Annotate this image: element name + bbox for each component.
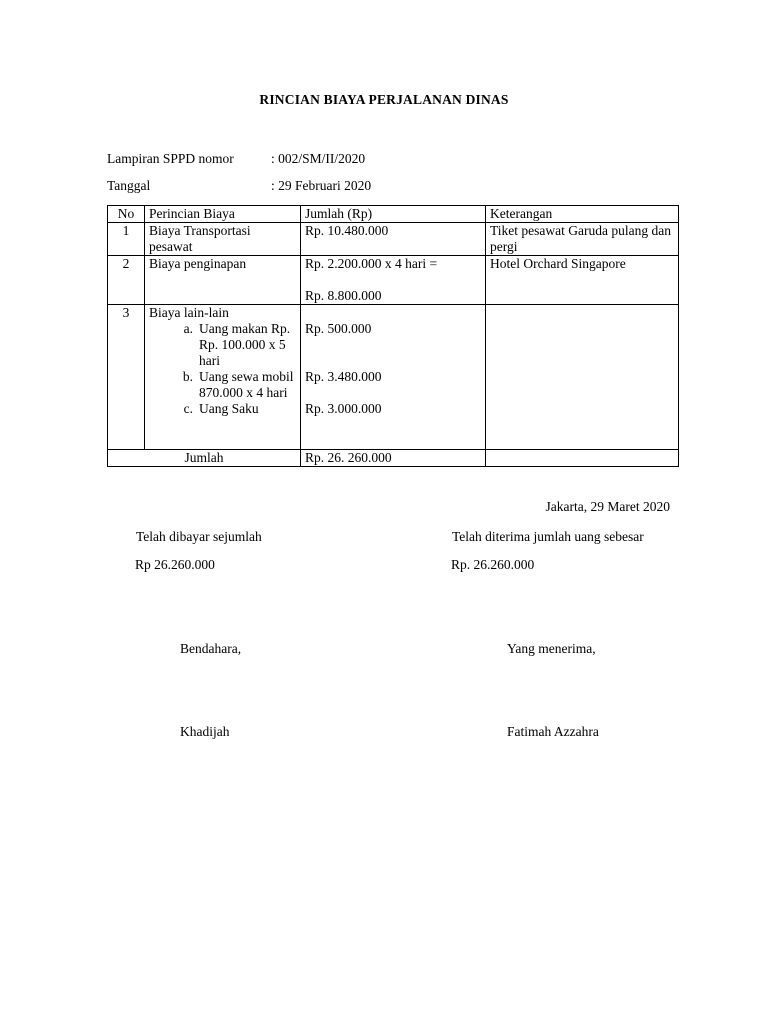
cost-table: [107, 205, 679, 467]
row-keterangan: [486, 305, 679, 450]
paid-amount: Rp 26.260.000: [135, 557, 215, 572]
table-header-row: [108, 206, 679, 223]
total-label: Jumlah: [108, 450, 301, 467]
row-jumlah: Rp. 10.480.000: [301, 223, 486, 256]
header-jumlah: Jumlah (Rp): [301, 206, 486, 223]
item-amount: Rp. 500.000: [305, 321, 372, 336]
list-item: [149, 321, 296, 369]
document-title: RINCIAN BIAYA PERJALANAN DINAS: [259, 92, 509, 107]
row-jumlah: [301, 256, 486, 305]
treasurer-name: Khadijah: [180, 724, 230, 739]
total-row: [108, 450, 679, 467]
row-no: 2: [108, 256, 145, 305]
list-item-text: Uang sewa mobil 870.000 x 4 hari: [199, 369, 294, 400]
received-label: Telah diterima jumlah uang sebesar: [452, 529, 644, 544]
paid-label: Telah dibayar sejumlah: [136, 529, 262, 544]
jumlah-result: Rp. 8.800.000: [305, 288, 382, 303]
total-keterangan: [486, 450, 679, 467]
item-amount: Rp. 3.480.000: [305, 369, 382, 384]
place-date: Jakarta, 29 Maret 2020: [545, 499, 670, 514]
treasurer-role: Bendahara,: [180, 641, 242, 656]
row-no: 3: [108, 305, 145, 450]
header-keterangan: Keterangan: [486, 206, 679, 223]
table-row: [108, 305, 679, 450]
table-row: [108, 223, 679, 256]
list-item-text: Uang makan Rp. Rp. 100.000 x 5 hari: [199, 321, 291, 368]
row-keterangan: Hotel Orchard Singapore: [486, 256, 679, 305]
row-jumlah: [301, 305, 486, 450]
sppd-value: : 002/SM/II/2020: [271, 151, 366, 166]
received-amount: Rp. 26.260.000: [451, 557, 535, 572]
tanggal-label: Tanggal: [107, 178, 151, 193]
item-amount: Rp. 3.000.000: [305, 401, 382, 416]
list-item-label: c.: [183, 401, 193, 416]
list-item-label: b.: [182, 369, 193, 384]
list-item: [149, 369, 296, 401]
row-perincian: Biaya penginapan: [145, 256, 301, 305]
recipient-role: Yang menerima,: [507, 641, 596, 656]
sppd-label: Lampiran SPPD nomor: [107, 151, 234, 166]
header-no: No: [108, 206, 145, 223]
table-row: [108, 256, 679, 305]
total-value: Rp. 26. 260.000: [301, 450, 486, 467]
recipient-name: Fatimah Azzahra: [507, 724, 599, 739]
row-perincian: Biaya Transportasi pesawat: [145, 223, 301, 256]
jumlah-calculation: Rp. 2.200.000 x 4 hari =: [305, 256, 438, 271]
row-keterangan: Tiket pesawat Garuda pulang dan pergi: [486, 223, 679, 256]
list-item-text: Uang Saku: [199, 401, 259, 416]
perincian-heading: Biaya lain-lain: [149, 305, 229, 320]
row-perincian: [145, 305, 301, 450]
tanggal-value: : 29 Februari 2020: [271, 178, 372, 193]
header-perincian: Perincian Biaya: [145, 206, 301, 223]
list-item-label: a.: [183, 321, 193, 336]
list-item: [149, 401, 296, 417]
row-no: 1: [108, 223, 145, 256]
